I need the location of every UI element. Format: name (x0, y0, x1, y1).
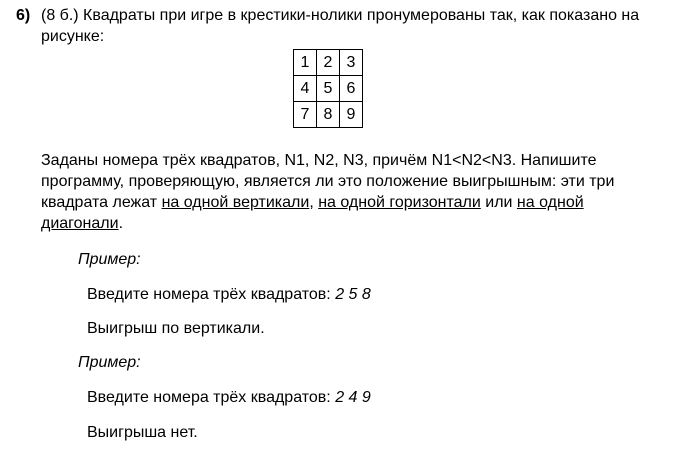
vertical-term: на одной вертикали (161, 194, 310, 211)
tic-tac-toe-grid (293, 49, 363, 128)
example-label: Пример: (78, 251, 141, 268)
grid-cell: 7 (294, 102, 317, 128)
example-prompt: Введите номера трёх квадратов: (87, 389, 336, 406)
example-input: 2 5 8 (335, 286, 371, 303)
problem-number: 6) (16, 7, 31, 24)
grid-cell: 1 (294, 50, 317, 76)
example-prompt: Введите номера трёх квадратов: (87, 286, 336, 303)
example-result: Выигрыш по вертикали. (87, 320, 265, 337)
period: . (118, 215, 124, 232)
grid-cell: 3 (340, 50, 363, 76)
separator: или (480, 194, 517, 211)
grid-cell: 6 (340, 76, 363, 102)
horizontal-term: на одной горизонтали (318, 194, 481, 211)
grid-cell: 5 (317, 76, 340, 102)
diagonal-term: на одной диагонали (41, 194, 584, 232)
task-description (41, 150, 661, 234)
problem-intro: (8 б.) Квадраты при игре в крестики-нолики пронумерованы так, как показано на рисунке: (41, 7, 640, 45)
grid-cell: 8 (317, 102, 340, 128)
grid-cell: 9 (340, 102, 363, 128)
example-label: Пример: (78, 354, 141, 371)
grid-cell: 2 (317, 50, 340, 76)
example-input-line (87, 284, 371, 305)
example-input: 2 4 9 (335, 389, 371, 406)
task-text: Заданы номера трёх квадратов, N1, N2, N3, причём N1<N2<N3. Напишите программу, проверяющую, является ли это положение выигрышным: эти три квадрата лежат (41, 152, 615, 211)
example-input-line (87, 387, 371, 408)
example-result: Выигрыша нет. (87, 424, 198, 441)
grid-cell: 4 (294, 76, 317, 102)
separator: , (309, 194, 319, 211)
